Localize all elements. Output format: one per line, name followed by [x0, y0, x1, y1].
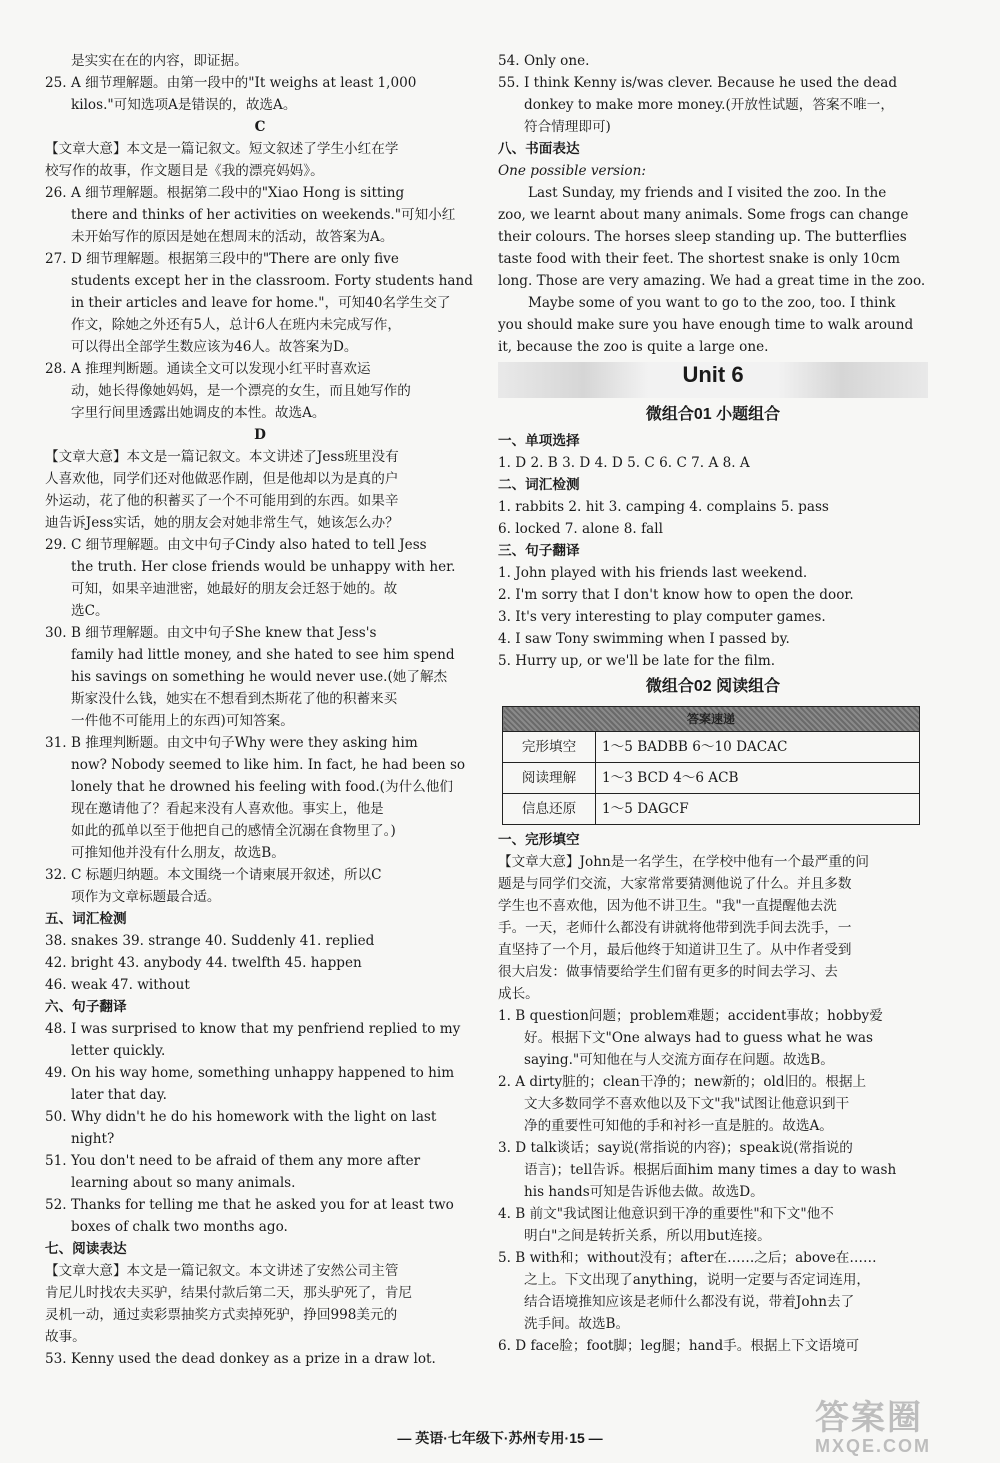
text-line: 题是与同学们交流，大家常常要猜测他说了什么。并且多数 [498, 876, 852, 892]
text-line: 三、句子翻译 [498, 543, 580, 559]
answer-row [503, 732, 920, 763]
text-line: 校写作的故事，作文题目是《我的漂亮妈妈》。 [45, 163, 324, 179]
text-line: 5. B with和；without没有；after在……之后；above在…… [498, 1250, 877, 1266]
text-line: 1. John played with his friends last weekend. [498, 565, 808, 581]
text-line: 作文，除她之外还有5人，总计6人在班内未完成写作， [71, 317, 401, 333]
text-line: 54. Only one. [498, 53, 590, 69]
text-line: 31. B 推理判断题。由文中句子Why were they asking him [45, 735, 418, 751]
unit-title: Unit 6 [682, 362, 744, 387]
text-line: in their articles and leave for home."，可知40名学生交了 [71, 295, 451, 311]
text-line: 未开始写作的原因是她在想周末的活动，故答案为A。 [71, 229, 394, 245]
text-line: 42. bright 43. anybody 44. twelfth 45. happen [45, 955, 362, 971]
text-line: zoo, we learnt about many animals. Some frogs can change [498, 207, 909, 223]
text-line: the truth. Her close friends would be unhappy with her. [71, 559, 456, 575]
text-line: night? [71, 1131, 115, 1147]
text-line: 手。一天，老师什么都没有讲就将他带到洗手间去洗手，一 [498, 920, 852, 936]
text-line: 符合情理即可) [524, 119, 611, 135]
text-line: lonely that he drowned his feeling with food.(为什么他们 [71, 779, 453, 795]
text-line: 一、单项选择 [498, 433, 580, 449]
answer-key: 1～5 DAGCF [596, 794, 920, 825]
right-top-section [498, 50, 928, 358]
text-line: 现在邀请他了？看起来没有人喜欢他。事实上，他是 [71, 801, 384, 817]
answer-row [503, 794, 920, 825]
text-line: 可推知他并没有什么朋友，故选B。 [71, 845, 285, 861]
right-column [498, 50, 928, 1357]
text-line: 2. A dirty脏的；clean干净的；new新的；old旧的。根据上 [498, 1074, 867, 1090]
text-line: 八、书面表达 [498, 141, 580, 157]
text-line: 27. D 细节理解题。根据第三段中的"There are only five [45, 251, 399, 267]
text-line: 3. It's very interesting to play computer games. [498, 609, 826, 625]
text-line: 学生也不喜欢他，因为他不讲卫生。"我"一直提醒他去洗 [498, 898, 837, 914]
text-line: 26. A 细节理解题。根据第二段中的"Xiao Hong is sitting [45, 185, 405, 201]
watermark-text: 答案圈 [815, 1399, 923, 1437]
text-line: Last Sunday, my friends and I visited the zoo. In the [528, 185, 887, 201]
text-line: there and thinks of her activities on weekends."可知小红 [71, 207, 456, 223]
text-line: 52. Thanks for telling me that he asked you for at least two [45, 1197, 454, 1213]
text-line: 2. I'm sorry that I don't know how to open the door. [498, 587, 854, 603]
left-column [45, 50, 475, 1370]
text-line: learning about so many animals. [71, 1175, 296, 1191]
text-line: 6. D face脸；foot脚；leg腿；hand手。根据上下文语境可 [498, 1338, 860, 1354]
right-bottom-section [498, 829, 928, 1357]
text-line: 故事。 [45, 1329, 86, 1345]
text-line: 项作为文章标题最合适。 [71, 889, 221, 905]
answer-row [503, 763, 920, 794]
text-line: 一件他不可能用上的东西)可知答案。 [71, 713, 294, 729]
text-line: 净的重要性可知他的手和衬衫一直是脏的。故选A。 [524, 1118, 833, 1134]
text-line: 51. You don't need to be afraid of them any more after [45, 1153, 421, 1169]
text-line: 斯家没什么钱，她实在不想看到杰斯花了他的积蓄来买 [71, 691, 398, 707]
text-line: 很大启发：做事情要给学生们留有更多的时间去学习、去 [498, 964, 838, 980]
text-line: taste food with their feet. The shortest snake is only 10cm [498, 251, 901, 267]
section-heading-reading: 微组合02 阅读组合 [645, 678, 781, 695]
text-line: donkey to make more money.(开放性试题，答案不唯一， [524, 97, 894, 113]
text-line: 53. Kenny used the dead donkey as a prize in a draw lot. [45, 1351, 436, 1367]
text-line: 迪告诉Jess实话，她的朋友会对她非常生气，她该怎么办？ [45, 515, 399, 531]
text-line: later that day. [71, 1087, 167, 1103]
text-line: it, because the zoo is quite a large one. [498, 339, 769, 355]
text-line: now? Nobody seemed to like him. In fact, he had been so [71, 757, 466, 773]
text-line: 五、词汇检测 [45, 911, 127, 927]
answer-key: 1～5 BADBB 6～10 DACAC [596, 732, 920, 763]
text-line: 七、阅读表达 [45, 1241, 127, 1257]
text-line: 结合语境推知应该是老师什么都没有说，带着John去了 [524, 1294, 855, 1310]
text-line: 好。根据下文"One always had to guess what he was [524, 1030, 873, 1046]
text-line: 字里行间里透露出她调皮的本性。故选A。 [71, 405, 326, 421]
text-line: 6. locked 7. alone 8. fall [498, 521, 663, 537]
text-line: saying."可知他在与人交流方面存在问题。故选B。 [524, 1052, 834, 1068]
text-line: long. Those are very amazing. We had a great time in the zoo. [498, 273, 926, 289]
text-line: 灵机一动，通过卖彩票抽奖方式卖掉死驴，挣回998美元的 [45, 1307, 398, 1323]
unit-banner [498, 362, 928, 398]
text-line: 1. rabbits 2. hit 3. camping 4. complains 5. pass [498, 499, 829, 515]
text-line: 28. A 推理判断题。通读全文可以发现小红平时喜欢运 [45, 361, 371, 377]
answer-category: 完形填空 [503, 732, 596, 763]
text-line: 二、词汇检测 [498, 477, 580, 493]
text-line: 如此的孤单以至于他把自己的感情全沉溺在食物里了。) [71, 823, 396, 839]
text-line: 55. I think Kenny is/was clever. Because he used the dead [498, 75, 898, 91]
text-line: 30. B 细节理解题。由文中句子She knew that Jess's [45, 625, 377, 641]
text-line: his hands可知是告诉他去做。故选D。 [524, 1184, 764, 1200]
text-line: 1. D 2. B 3. D 4. D 5. C 6. C 7. A 8. A [498, 455, 750, 471]
text-line: 5. Hurry up, or we'll be late for the film. [498, 653, 776, 669]
text-line: C [254, 119, 266, 135]
answer-table-header: 答案速递 [503, 707, 920, 732]
text-line: 一、完形填空 [498, 832, 580, 848]
text-line: 38. snakes 39. strange 40. Suddenly 41. replied [45, 933, 375, 949]
text-line: 可知，如果辛迪泄密，她最好的朋友会迁怒于她的。故 [71, 581, 398, 597]
text-line: his savings on something he would never use.(她了解杰 [71, 669, 448, 685]
text-line: 49. On his way home, something unhappy happened to him [45, 1065, 455, 1081]
right-mid-section [498, 430, 928, 672]
text-line: kilos."可知选项A是错误的，故选A。 [71, 97, 297, 113]
text-line: 【文章大意】John是一名学生，在学校中他有一个最严重的问 [498, 854, 869, 870]
watermark-logo [815, 1400, 985, 1460]
text-line: 29. C 细节理解题。由文中句子Cindy also hated to tell Jess [45, 537, 427, 553]
watermark-url: MXQE.COM [815, 1436, 932, 1456]
text-line: 外运动，花了他的积蓄买了一个不可能用到的东西。如果辛 [45, 493, 399, 509]
text-line: 25. A 细节理解题。由第一段中的"It weighs at least 1,000 [45, 75, 417, 91]
answer-key: 1～3 BCD 4～6 ACB [596, 763, 920, 794]
text-line: boxes of chalk two months ago. [71, 1219, 288, 1235]
section-heading-quiz: 微组合01 小题组合 [645, 406, 781, 423]
text-line: 32. C 标题归纳题。本文围绕一个请柬展开叙述，所以C [45, 867, 382, 883]
text-line: 48. I was surprised to know that my penfriend replied to my [45, 1021, 461, 1037]
text-line: students except her in the classroom. Forty students hand [71, 273, 473, 289]
text-line: 【文章大意】本文是一篇记叙文。本文讲述了安然公司主管 [45, 1263, 399, 1279]
text-line: 3. D talk谈话；say说(常指说的内容)；speak说(常指说的 [498, 1140, 853, 1156]
text-line: 肯尼儿时找农夫买驴，结果付款后第二天，那头驴死了，肯尼 [45, 1285, 413, 1301]
text-line: 人喜欢他，同学们还对他做恶作剧，但是他却以为是真的户 [45, 471, 399, 487]
text-line: 之上。下文出现了anything，说明一定要与否定词连用， [524, 1272, 871, 1288]
text-line: 语言)；tell告诉。根据后面him many times a day to wash [524, 1162, 897, 1178]
text-line: 选C。 [71, 603, 109, 619]
text-line: letter quickly. [71, 1043, 166, 1059]
text-line: 是实实在在的内容，即证据。 [71, 53, 248, 69]
text-line: 1. B question问题；problem难题；accident事故；hobby爱 [498, 1008, 883, 1024]
text-line: One possible version: [498, 163, 646, 179]
text-line: 直坚持了一个月，最后他终于知道讲卫生了。从中作者受到 [498, 942, 852, 958]
text-line: 50. Why didn't he do his homework with the light on last [45, 1109, 437, 1125]
text-line: 文大多数同学不喜欢他以及下文"我"试图让他意识到干 [524, 1096, 850, 1112]
page-footer: — 英语·七年级下·苏州专用·15 — [397, 1430, 603, 1446]
text-line: 六、句子翻译 [45, 999, 127, 1015]
text-line: you should make sure you have enough time to walk around [498, 317, 914, 333]
text-line: Maybe some of you want to go to the zoo, too. I think [528, 295, 896, 311]
text-line: 4. I saw Tony swimming when I passed by. [498, 631, 790, 647]
text-line: their colours. The horses sleep standing up. The butterflies [498, 229, 907, 245]
text-line: 【文章大意】本文是一篇记叙文。短文叙述了学生小红在学 [45, 141, 399, 157]
text-line: 成长。 [498, 986, 539, 1002]
text-line: 洗手间。故选B。 [524, 1316, 630, 1332]
text-line: 动，她长得像她妈妈，是一个漂亮的女生，而且她写作的 [71, 383, 411, 399]
text-line: D [254, 427, 266, 443]
text-line: 【文章大意】本文是一篇记叙文。本文讲述了Jess班里没有 [45, 449, 399, 465]
text-line: 4. B 前文"我试图让他意识到干净的重要性"和下文"他不 [498, 1206, 834, 1222]
answer-table [502, 706, 920, 825]
text-line: 46. weak 47. without [45, 977, 190, 993]
text-line: family had little money, and she hated to see him spend [71, 647, 455, 663]
text-line: 可以得出全部学生数应该为46人。故答案为D。 [71, 339, 358, 355]
answer-category: 信息还原 [503, 794, 596, 825]
answer-category: 阅读理解 [503, 763, 596, 794]
text-line: 明白"之间是转折关系，所以用but连接。 [524, 1228, 771, 1244]
